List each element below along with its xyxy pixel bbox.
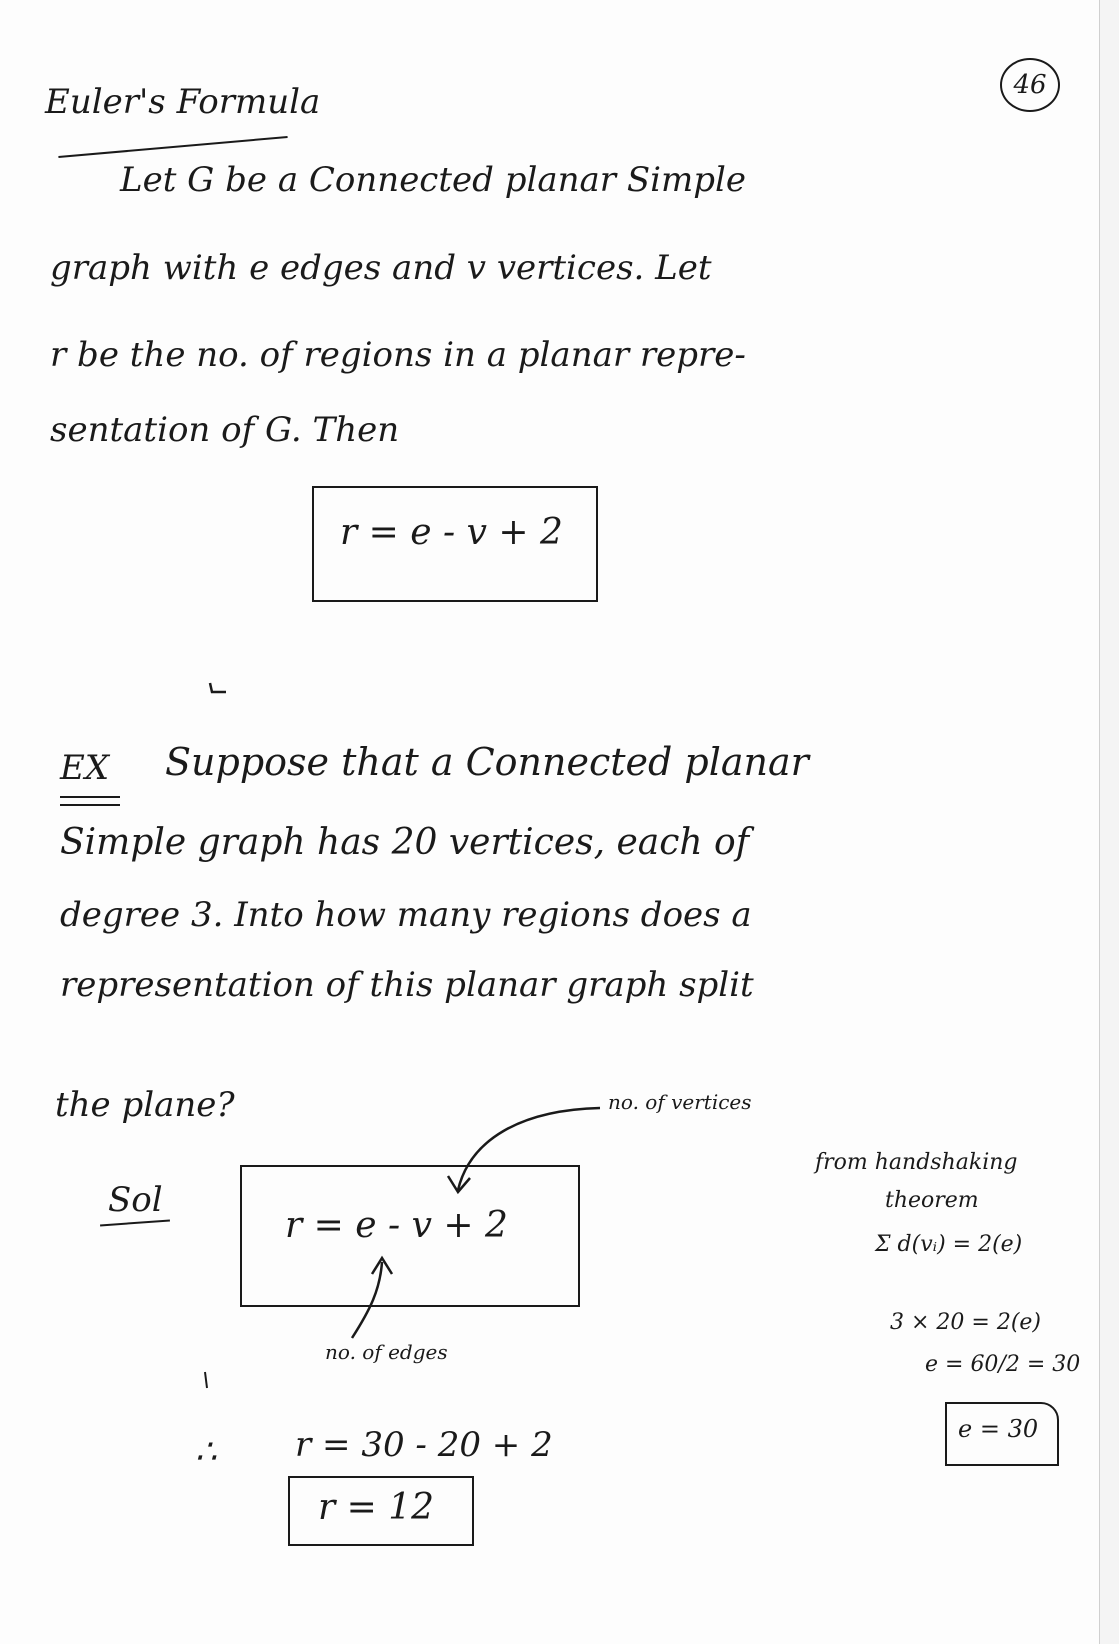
page-edge bbox=[1099, 0, 1119, 1644]
example-line-2: Simple graph has 20 vertices, each of bbox=[60, 822, 750, 863]
solution-answer: r = 12 bbox=[318, 1487, 435, 1528]
example-underline-1 bbox=[60, 796, 120, 798]
example-line-1: Suppose that a Connected planar bbox=[165, 740, 809, 784]
page-heading: Euler's Formula bbox=[45, 82, 321, 122]
example-line-4: representation of this planar graph split bbox=[60, 965, 754, 1005]
theorem-line-3: r be the no. of regions in a planar repre- bbox=[50, 335, 746, 375]
side-calc-line-4: 3 × 20 = 2(e) bbox=[890, 1310, 1042, 1335]
side-calc-line-5: e = 60/2 = 30 bbox=[925, 1352, 1081, 1377]
therefore-symbol: ∴ bbox=[195, 1432, 217, 1472]
stray-mark bbox=[210, 683, 226, 692]
page-number: 46 bbox=[1000, 58, 1060, 112]
theorem-line-2: graph with e edges and v vertices. Let bbox=[50, 248, 712, 288]
theorem-line-1: Let G be a Connected planar Simple bbox=[120, 160, 747, 200]
euler-formula: r = e - v + 2 bbox=[340, 512, 563, 553]
heading-underline bbox=[58, 136, 287, 158]
solution-step: r = 30 - 20 + 2 bbox=[295, 1425, 553, 1465]
example-underline-2 bbox=[60, 804, 120, 806]
vertices-annotation: no. of vertices bbox=[608, 1090, 752, 1114]
solution-formula: r = e - v + 2 bbox=[285, 1205, 508, 1246]
side-calc-result: e = 30 bbox=[958, 1415, 1039, 1443]
solution-underline bbox=[100, 1220, 170, 1227]
example-line-3: degree 3. Into how many regions does a bbox=[60, 895, 752, 935]
example-line-5: the plane? bbox=[55, 1085, 235, 1125]
edges-annotation: no. of edges bbox=[325, 1340, 448, 1364]
side-calc-line-3: Σ d(vᵢ) = 2(e) bbox=[875, 1232, 1023, 1257]
theorem-line-4: sentation of G. Then bbox=[50, 410, 400, 450]
stray-mark bbox=[205, 1372, 207, 1388]
side-calc-line-1: from handshaking bbox=[815, 1150, 1018, 1175]
side-calc-line-2: theorem bbox=[885, 1188, 979, 1213]
example-label: EX bbox=[60, 748, 110, 788]
solution-label: Sol bbox=[108, 1180, 163, 1220]
